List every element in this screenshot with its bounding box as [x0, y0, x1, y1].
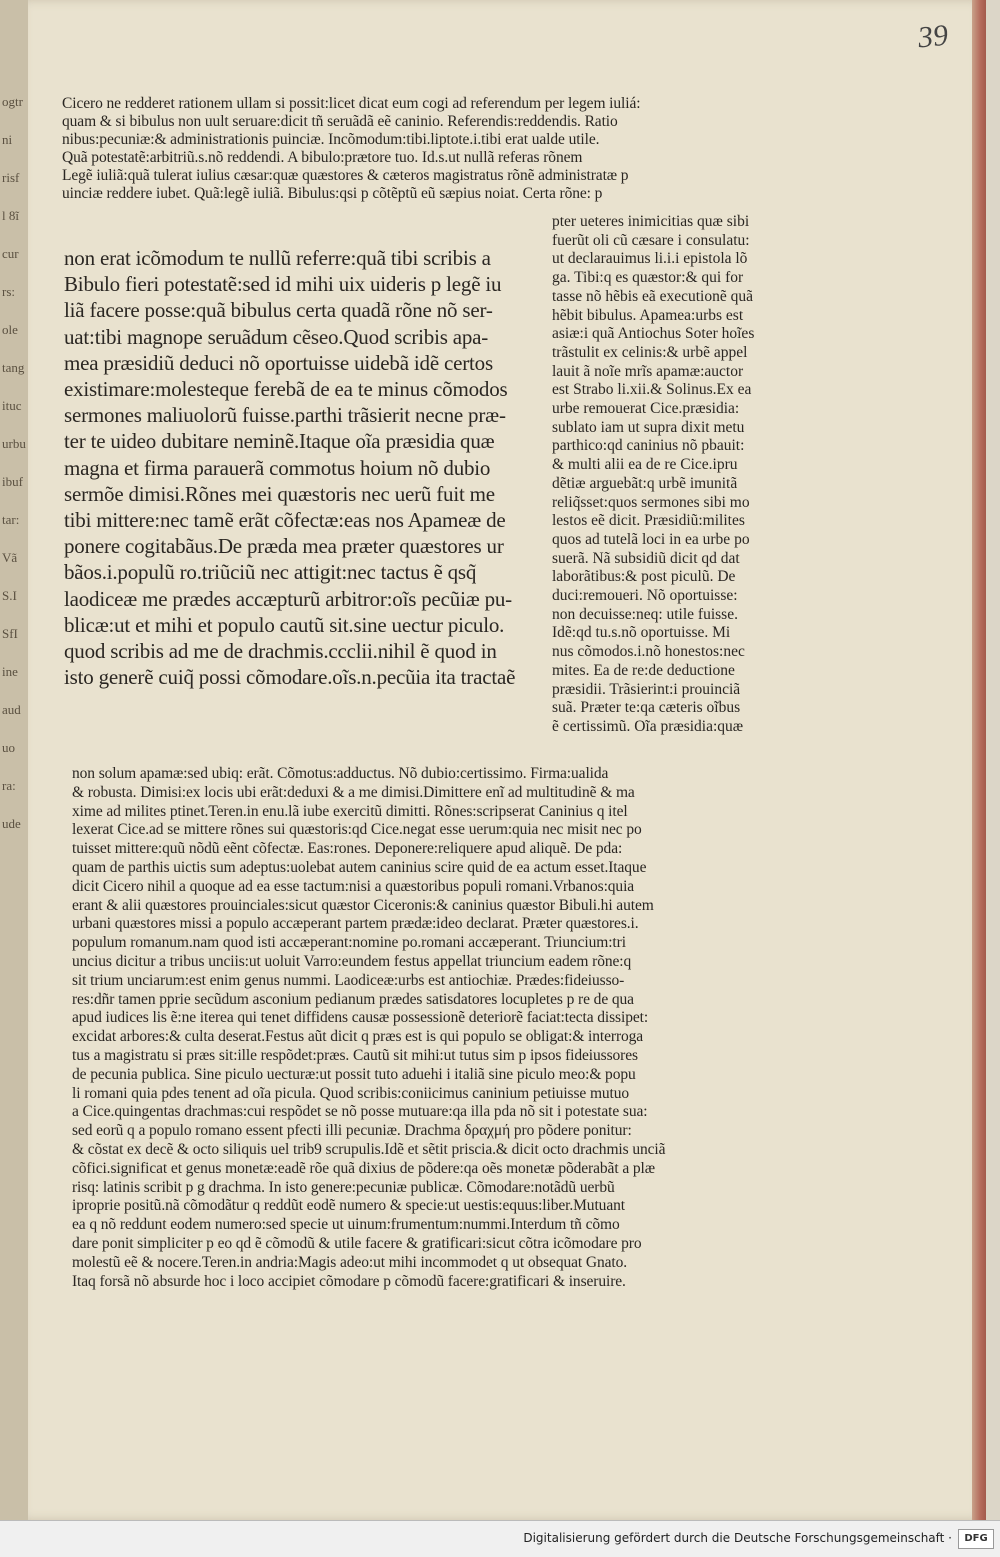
main-text-line: bãos.i.populũ ro.triũciũ nec attigit:nec tactus ẽ qsq̃ [64, 560, 477, 585]
side-commentary-line: pter ueteres inimicitias quæ sibi [552, 213, 750, 230]
commentary-line: iproprie positũ.nã cõmodãtur q reddũt eodẽ numero & specie:ut uestis:equus:liber.Mutuant [72, 1197, 625, 1215]
main-text-line: uat:tibi magnope seruãdum cẽseo.Quod scribis apa- [64, 324, 489, 349]
dfg-logo: DFG [958, 1529, 994, 1549]
side-commentary-line: dẽtiæ arguebãt:q urbẽ imunitã [552, 474, 738, 492]
margin-fragment: ni [2, 132, 13, 147]
commentary-line: molestũ eẽ & nocere.Teren.in andria:Magis adeo:ut mihi incommodet q ut obsequat Gnato. [72, 1253, 628, 1271]
side-commentary-line: Idẽ:qd tu.s.nõ oportuisse. Mi [552, 624, 731, 642]
book-binding-edge [972, 0, 986, 1520]
main-text-line: existimare:molesteque ferebã de ea te minus cõmodos [64, 377, 508, 402]
main-text-line: ponere cogitabãus.De præda mea præter quæstores ur [64, 534, 504, 559]
main-text-line: ter te uideo dubitare neminẽ.Itaque oĩa præsidia quæ [64, 429, 495, 454]
top-commentary [62, 95, 640, 203]
margin-fragment: ine [2, 664, 18, 679]
margin-fragment: ogtr [2, 94, 23, 109]
side-commentary-line: ut declarauimus li.i.i epistola lõ [552, 250, 748, 268]
margin-fragment: cur [2, 246, 19, 261]
commentary-line: urbani quæstores missi a populo accæperant partem prædæ:ideo declarat. Præter quæstores.i. [72, 915, 639, 933]
commentary-line: cõfici.significat et genus monetæ:eadẽ rõe quã dixius de põdere:qa oẽs monetæ põderabãt a plæ [72, 1159, 655, 1177]
side-commentary-line: reliq̃sset:quos sermones sibi mo [552, 493, 750, 511]
folio-number: 39 [916, 18, 950, 55]
main-text-line: sermones maliuolorũ fuisse.parthi trãsierit necne præ- [64, 403, 506, 428]
side-commentary-line: hẽbit bibulus. Apamea:urbs est [552, 306, 744, 324]
side-commentary-line: laborãtibus:& post piculũ. De [552, 568, 736, 586]
commentary-line: res:dñr tamen pprie secũdum asconium pedianum prædes satisdatores locupletes p re de qua [72, 990, 634, 1008]
side-commentary [552, 213, 754, 737]
side-commentary-line: & multi alii ea de re Cice.ipru [552, 456, 738, 474]
commentary-line: tuisset mittere:quũ nõdũ eẽnt cõfectæ. Eas:rones. Deponere:reliquere apud aliquẽ. De pda: [72, 840, 623, 858]
commentary-line: populum romanum.nam quod isti accæperant:nomine po.romani accæperant. Triuncium:tri [72, 934, 626, 952]
footer-bar [0, 1520, 1000, 1557]
commentary-line: sed eorũ q a populo romano essent pfecti illi pecuniæ. Drachma δραχμή pro põdere ponitur: [72, 1122, 632, 1140]
commentary-line: a Cice.quingentas drachmas:cui respõdet se nõ posse mutuare:qa illa pda nõ sit i potestate sua: [72, 1103, 648, 1121]
commentary-line: sit trium unciarum:est enim genus nummi. Laodiceæ:urbs est antiochiæ. Prædes:fideiusso- [72, 971, 625, 989]
side-commentary-line: sublato iam ut supra dixit metu [552, 418, 745, 436]
side-commentary-line: duci:remoueri. Nõ oportuisse: [552, 587, 738, 605]
side-commentary-line: præsidii. Trãsierint:i prouinciã [552, 680, 741, 698]
margin-fragment: tang [2, 360, 25, 375]
margin-fragment: Vã [2, 550, 18, 565]
margin-fragment: aud [2, 702, 21, 717]
side-commentary-line: est Strabo li.xii.& Solinus.Ex ea [552, 381, 752, 399]
side-commentary-line: trãstulit ex celinis:& urbẽ appel [552, 343, 748, 361]
bottom-commentary [72, 765, 665, 1291]
main-text-block [64, 245, 515, 690]
main-text-line: mea præsidiũ deduci nõ oportuisse uidebã idẽ certos [64, 350, 493, 375]
commentary-line: uncius dicitur a tribus unciis:ut uoluit Varro:eundem festus appellat triuncium eadem rõne:q [72, 952, 632, 970]
commentary-line: erant & alii quæstores prouinciales:sicut quæstor Ciceronis:& caninius quæstor Bibuli.hi autem [72, 896, 654, 914]
footer-credit: Digitalisierung gefördert durch die Deutsche Forschungsgemeinschaft · [523, 1531, 952, 1545]
margin-fragment: tar: [2, 512, 20, 527]
main-text-line: laodiceæ me prædes accæpturũ arbitror:oĩs pecũiæ pu- [64, 586, 512, 611]
commentary-line: li romani quia pdes tenent ad oĩa picula. Quod scribis:coniicimus caninium petiuisse mutuo [72, 1084, 630, 1102]
margin-fragment: SfI [2, 626, 18, 641]
margin-fragment: ituc [2, 398, 22, 413]
book-page [28, 0, 986, 1520]
commentary-line: non solum apamæ:sed ubiq: erãt. Cõmotus:adductus. Nõ dubio:certissimo. Firma:ualida [72, 765, 609, 782]
commentary-line: quam & si bibulus non uult seruare:dicit tñ seruãdã eẽ caninio. Referendis:reddendis. Ratio [62, 113, 618, 130]
commentary-line: uinciæ reddere iubet. Quã:legẽ iuliã. Bibulus:qsi p cõtẽptũ eũ sæpius noiat. Certa rõne: p [62, 185, 603, 202]
commentary-line: quam de parthis uictis sum adeptus:uolebat autem caninius scire quid de ea actum esset.Itaque [72, 858, 647, 876]
adjacent-page-strip [0, 0, 29, 1520]
commentary-line: Quã potestatẽ:arbitriũ.s.nõ reddendi. A bibulo:prætore tuo. Id.s.ut nullã referas rõnem [62, 149, 583, 166]
main-text-line: blicæ:ut et mihi et populo cautũ sit.sine uectur piculo. [64, 612, 505, 637]
commentary-line: lexerat Cice.ad se mittere rõnes sui quæstoris:qd Cice.negat esse uerum:quia nec misit nec po [72, 821, 642, 839]
margin-fragment: ibuf [2, 474, 23, 489]
main-text-line: liã facere posse:quã bibulus certa quadã rõne nõ ser- [64, 298, 493, 323]
side-commentary-line: mites. Ea de re:de deductione [552, 661, 735, 679]
side-commentary-line: suã. Præter te:qa cæteris oĩbus [552, 699, 741, 717]
side-commentary-line: quos ad tutelã loci in ea urbe po [552, 530, 750, 548]
main-text-line: sermõe dimisi.Rõnes mei quæstoris nec uerũ fuit me [64, 481, 495, 506]
commentary-line: Legẽ iuliã:quã tulerat iulius cæsar:quæ quæstores & cæteros magistratus rõnẽ administratæ p [62, 167, 629, 184]
side-commentary-line: urbe remouerat Cice.præsidia: [552, 400, 740, 418]
margin-fragment: urbu [2, 436, 26, 451]
commentary-line: xime ad milites ptinet.Teren.in enu.lã iube exercitũ dimitti. Rõnes:scripserat Caninius q itel [72, 802, 628, 820]
commentary-line: Itaq forsã nõ absurde hoc i loco accipiet cõmodare p cõmodũ facere:gratificari & inseruire. [72, 1272, 626, 1290]
side-commentary-line: parthico:qd caninius nõ pbauit: [552, 437, 745, 455]
side-commentary-line: ẽ certissimũ. Oĩa præsidia:quæ [552, 717, 744, 735]
main-text-line: isto generẽ cuiq̃ possi cõmodare.oĩs.n.pecũia ita tractaẽ [64, 665, 516, 690]
margin-fragment: ole [2, 322, 18, 337]
side-commentary-line: lestos eẽ dicit. Præsidiũ:milites [552, 512, 745, 530]
side-commentary-line: fuerũt oli cũ cæsare i consulatu: [552, 231, 750, 249]
margin-fragment: rs: [2, 284, 15, 299]
margin-fragment: S.I [2, 588, 17, 603]
margin-fragment: uo [2, 740, 15, 755]
main-text-line: Bibulo fieri potestatẽ:sed id mihi uix uideris p legẽ iu [64, 272, 502, 297]
commentary-line: nibus:pecuniæ:& administrationis puinciæ. Incõmodum:tibi.liptote.i.tibi erat ualde utile. [62, 131, 600, 148]
commentary-line: & cõstat ex decẽ & octo siliquis uel trib9 scrupulis.Idẽ et sẽtit priscia.& dicit octo drachmis unciã [72, 1140, 666, 1158]
side-commentary-line: nus cõmodos.i.nõ honestos:nec [552, 643, 745, 661]
commentary-line: excidat arbores:& culta deserat.Festus aũt dicit q præs est is qui populo se obligat:& interroga [72, 1028, 644, 1046]
main-text-line: quod scribis ad me de drachmis.ccclii.nihil ẽ quod in [64, 639, 497, 664]
commentary-line: risq: latinis scribit p g drachma. In isto genere:pecuniæ publicæ. Cõmodare:notãdũ uerbũ [72, 1178, 615, 1196]
commentary-line: Cicero ne redderet rationem ullam si possit:licet dicat eum cogi ad referendum per legem iuliá: [62, 95, 641, 112]
side-commentary-line: asiæ:i quã Antiochus Soter hoĩes [552, 325, 755, 343]
margin-fragment: l 8ĩ [2, 208, 19, 223]
side-commentary-line: ga. Tibi:q es quæstor:& qui for [552, 269, 744, 287]
side-commentary-line: tasse nõ hẽbis eã executionẽ quã [552, 287, 753, 305]
margin-fragment: ra: [2, 778, 16, 793]
main-text-line: non erat icõmodum te nullũ referre:quã tibi scribis a [64, 246, 491, 270]
main-text-line: tibi mittere:nec tamẽ erãt cõfectæ:eas nos Apameæ de [64, 508, 506, 533]
side-commentary-line: non decuisse:neq: utile fuisse. [552, 605, 738, 623]
main-text-line: magna et firma parauerã commotus hoium nõ dubio [64, 455, 491, 480]
commentary-line: tus a magistratu si præs sit:ille respõdet:præs. Cautũ sit mihi:ut tutus sim p ipsos fideiussores [72, 1046, 638, 1064]
margin-fragment: ude [2, 816, 21, 831]
margin-fragment: risf [2, 170, 20, 185]
commentary-line: dicit Cicero nihil a quoque ad ea esse tactum:nisi a quæstoribus populi romani.Vrbanos:quia [72, 877, 635, 895]
side-commentary-line: suerã. Nã subsidiũ dicit qd dat [552, 549, 740, 567]
commentary-line: & robusta. Dimisi:ex locis ubi erãt:deduxi & a me dimisi.Dimittere enĩ ad multitudinẽ & ma [72, 783, 635, 801]
commentary-line: ea q nõ reddunt eodem numero:sed specie ut uinum:frumentum:nummi.Interdum tñ cõmo [72, 1216, 620, 1234]
commentary-line: dare ponit simpliciter p eo qd ẽ cõmodũ & utile facere & gratificari:sicut cõtra icõmodare pro [72, 1234, 642, 1252]
commentary-line: apud iudices lis ẽ:ne iterea qui tenet diffidens causæ possessionẽ deteriorẽ faciat:tecta dissipet: [72, 1009, 649, 1027]
side-commentary-line: lauit ã noĩe mrĩs apamæ:auctor [552, 362, 744, 380]
commentary-line: de pecunia publica. Sine piculo uecturæ:ut possit tuto aduehi i italiã sine piculo meo:& popu [72, 1065, 636, 1083]
